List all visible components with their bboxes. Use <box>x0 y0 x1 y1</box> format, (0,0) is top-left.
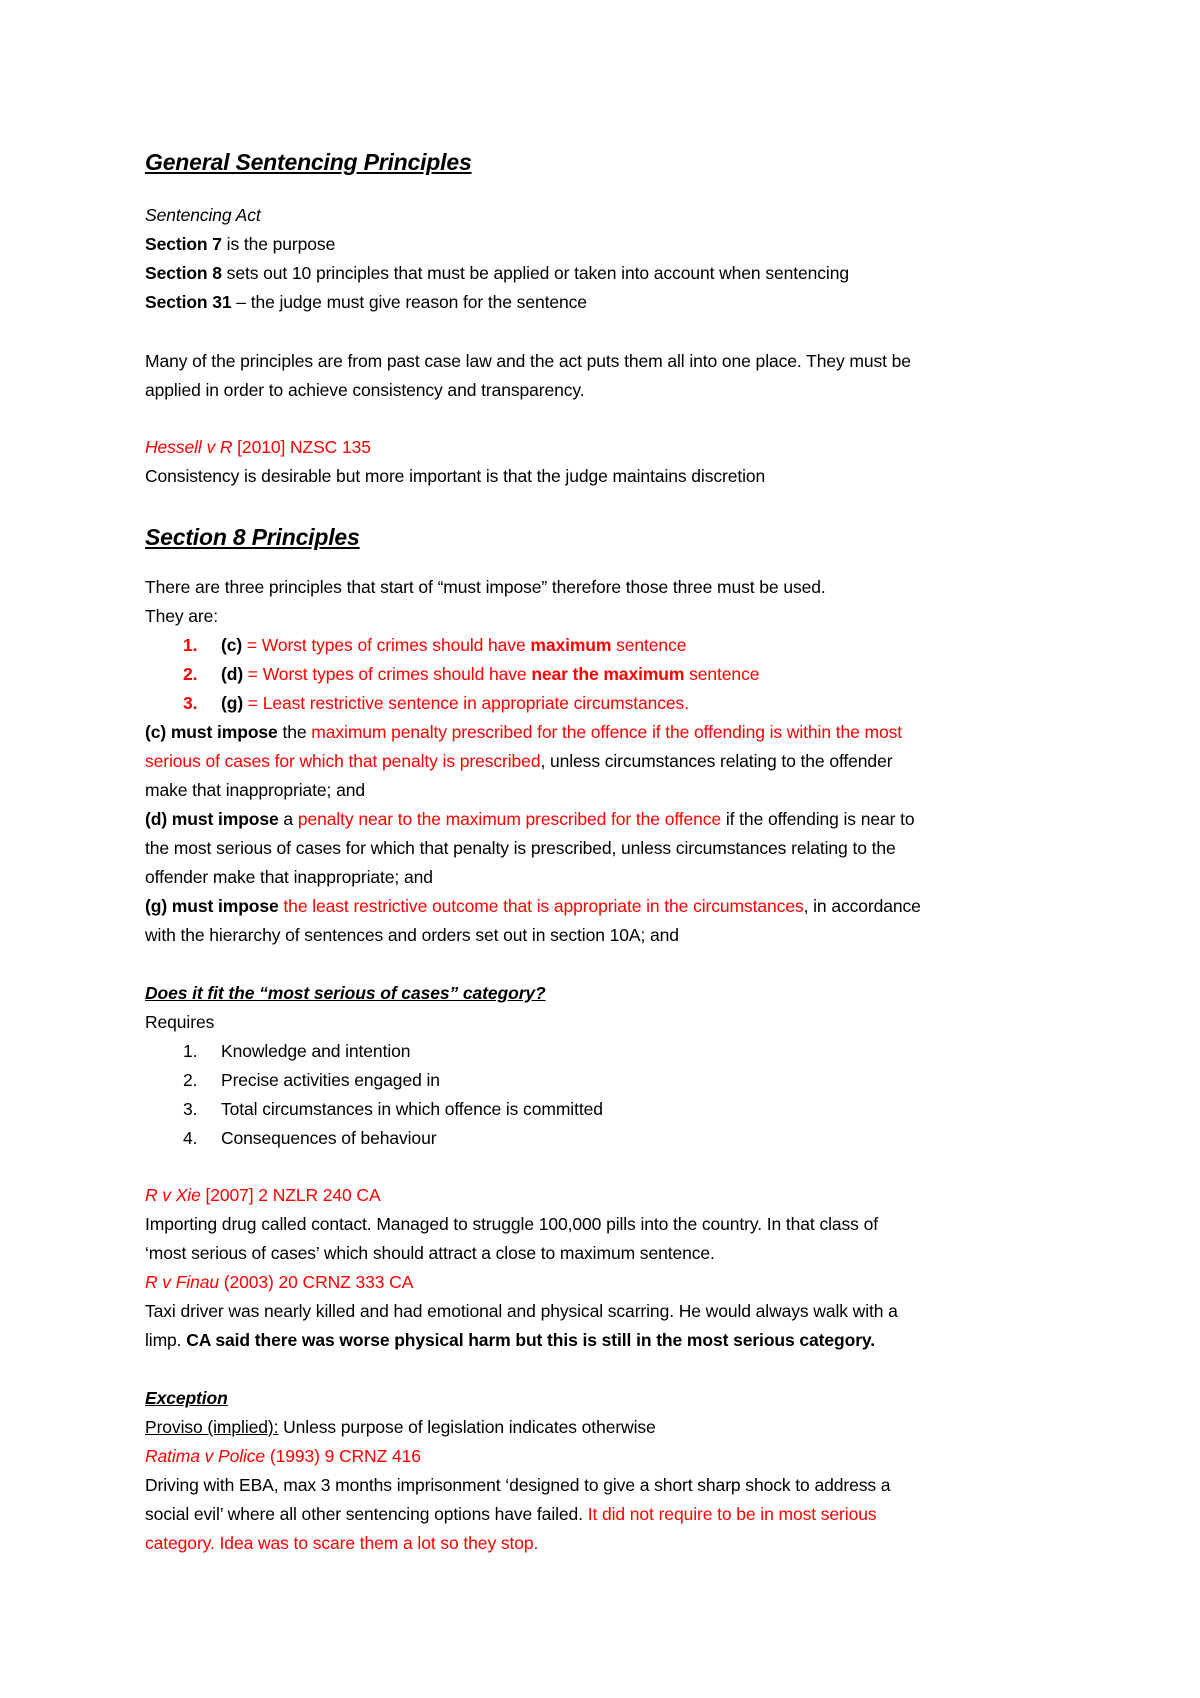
list-item-text: Consequences of behaviour <box>221 1128 437 1148</box>
section-8-label: Section 8 <box>145 263 222 283</box>
requires-label: Requires <box>145 1012 215 1032</box>
case-summary-red: category. Idea was to scare them a lot so they stop. <box>145 1533 539 1553</box>
principle-list-item <box>183 692 689 714</box>
case-citation-xie <box>145 1184 381 1206</box>
case-summary: Driving with EBA, max 3 months imprisonment ‘designed to give a short sharp shock to address a <box>145 1475 891 1495</box>
section-7-label: Section 7 <box>145 234 222 254</box>
case-summary-text: social evil’ where all other sentencing options have failed. <box>145 1504 588 1524</box>
principle-text: = Worst types of crimes should have <box>242 635 531 655</box>
list-number: 2. <box>183 1070 198 1090</box>
principle-g-line: with the hierarchy of sentences and orders set out in section 10A; and <box>145 925 679 945</box>
list-number: 3. <box>183 693 198 713</box>
list-number: 1. <box>183 1041 198 1061</box>
case-summary <box>145 1503 876 1525</box>
paragraph-line: Many of the principles are from past case law and the act puts them all into one place. They must be <box>145 351 911 371</box>
case-summary-text: limp. <box>145 1330 187 1350</box>
principle-text: = Least restrictive sentence in appropriate circumstances. <box>243 693 689 713</box>
case-citation-hessell <box>145 436 371 458</box>
principle-emphasis: maximum <box>530 635 612 655</box>
sentencing-act-title: Sentencing Act <box>145 205 261 225</box>
case-summary: Taxi driver was nearly killed and had emotional and physical scarring. He would always walk with a <box>145 1301 898 1321</box>
principle-c-red: maximum penalty prescribed for the offence if the offending is within the most <box>311 722 903 742</box>
section-31-text: – the judge must give reason for the sentence <box>231 292 587 312</box>
case-cite: [2010] NZSC 135 <box>232 437 371 457</box>
paragraph-line: applied in order to achieve consistency and transparency. <box>145 380 585 400</box>
case-name: R v Finau <box>145 1272 219 1292</box>
proviso-label: Proviso (implied): <box>145 1417 279 1437</box>
case-cite: (1993) 9 CRNZ 416 <box>265 1446 421 1466</box>
principle-emphasis: near the maximum <box>531 664 685 684</box>
proviso-text: Unless purpose of legislation indicates otherwise <box>278 1417 656 1437</box>
principle-c-text: , unless circumstances relating to the offender <box>540 751 893 771</box>
section-7-text: is the purpose <box>221 234 336 254</box>
section-8-text: sets out 10 principles that must be applied or taken into account when sentencing <box>221 263 849 283</box>
case-summary: Consistency is desirable but more important is that the judge maintains discretion <box>145 466 766 486</box>
case-name: R v Xie <box>145 1185 201 1205</box>
list-item-text: Precise activities engaged in <box>221 1070 440 1090</box>
case-summary <box>145 1329 875 1351</box>
list-item-text: Total circumstances in which offence is committed <box>221 1099 603 1119</box>
principle-d-red: penalty near to the maximum prescribed for the offence <box>297 809 722 829</box>
case-name: Hessell v R <box>145 437 233 457</box>
principle-letter: (c) <box>221 635 243 655</box>
intro-line: There are three principles that start of “must impose” therefore those three must be used. <box>145 577 826 597</box>
principle-c-label: (c) must impose <box>145 722 278 742</box>
section-8-line <box>145 262 849 284</box>
requires-list-item <box>183 1069 440 1091</box>
principle-g-text: , in accordance <box>803 896 921 916</box>
proviso-line <box>145 1416 656 1438</box>
principle-d-line: the most serious of cases for which that penalty is prescribed, unless circumstances relating to the <box>145 838 896 858</box>
subheading-most-serious-cases: Does it fit the “most serious of cases” category? <box>145 983 546 1003</box>
case-summary-emphasis: CA said there was worse physical harm but this is still in the most serious category. <box>186 1330 876 1350</box>
principle-letter: (g) <box>221 693 244 713</box>
principle-d-line <box>145 808 915 830</box>
section-31-line <box>145 291 587 313</box>
principle-c-text: the <box>277 722 312 742</box>
list-number: 3. <box>183 1099 198 1119</box>
intro-line: They are: <box>145 606 219 626</box>
principle-d-text: a <box>278 809 298 829</box>
case-cite: (2003) 20 CRNZ 333 CA <box>219 1272 414 1292</box>
principle-d-text: if the offending is near to <box>721 809 915 829</box>
case-summary: ‘most serious of cases’ which should attract a close to maximum sentence. <box>145 1243 715 1263</box>
principle-c-red: serious of cases for which that penalty is prescribed <box>145 751 541 771</box>
section-7-line <box>145 233 335 255</box>
principle-list-item <box>183 634 686 656</box>
principle-text-end: sentence <box>684 664 760 684</box>
principle-list-item <box>183 663 759 685</box>
case-citation-ratima <box>145 1445 421 1467</box>
principle-d-label: (d) must impose <box>145 809 279 829</box>
requires-list-item <box>183 1040 410 1062</box>
requires-list-item <box>183 1098 603 1120</box>
subheading-exception: Exception <box>145 1388 228 1408</box>
heading-general-sentencing-principles: General Sentencing Principles <box>145 149 472 175</box>
heading-section-8-principles: Section 8 Principles <box>145 524 360 550</box>
case-summary: Importing drug called contact. Managed to struggle 100,000 pills into the country. In that class of <box>145 1214 878 1234</box>
list-item-text: Knowledge and intention <box>221 1041 411 1061</box>
list-number: 1. <box>183 635 198 655</box>
case-name: Ratima v Police <box>145 1446 266 1466</box>
principle-d-line: offender make that inappropriate; and <box>145 867 433 887</box>
principle-c-line: make that inappropriate; and <box>145 780 365 800</box>
principle-g-red: the least restrictive outcome that is appropriate in the circumstances <box>283 896 804 916</box>
case-cite: [2007] 2 NZLR 240 CA <box>200 1185 381 1205</box>
requires-list-item <box>183 1127 436 1149</box>
principle-text: = Worst types of crimes should have <box>243 664 532 684</box>
principle-g-line <box>145 895 921 917</box>
section-31-label: Section 31 <box>145 292 232 312</box>
principle-text-end: sentence <box>611 635 687 655</box>
principle-c-line <box>145 750 892 772</box>
case-summary-red: It did not require to be in most serious <box>587 1504 877 1524</box>
list-number: 4. <box>183 1128 198 1148</box>
principle-letter: (d) <box>221 664 244 684</box>
principle-c-line <box>145 721 902 743</box>
principle-g-label: (g) must impose <box>145 896 279 916</box>
case-citation-finau <box>145 1271 413 1293</box>
list-number: 2. <box>183 664 198 684</box>
